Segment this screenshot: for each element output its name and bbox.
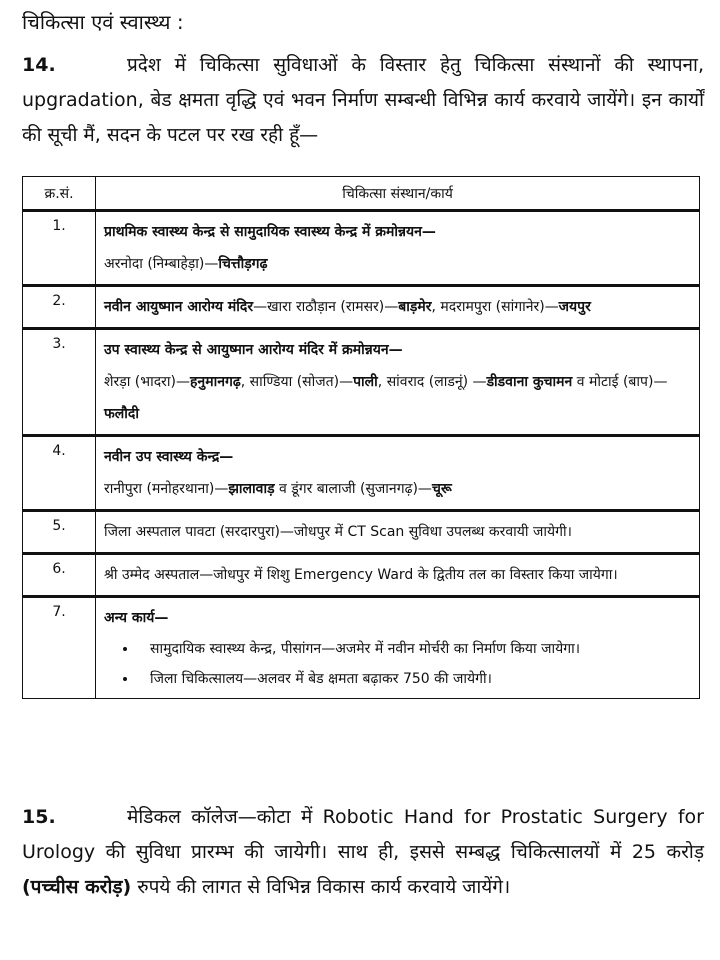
row-text: —खारा राठौड़ान (रामसर)— (253, 299, 399, 315)
table-row (23, 329, 700, 436)
row-title: प्राथमिक स्वास्थ्य केन्द्र से सामुदायिक स्वास्थ्य केन्द्र में क्रमोन्नयन— (104, 224, 436, 240)
row-content (96, 597, 700, 699)
table-header-row (23, 177, 700, 211)
row-text: अरनोदा (निम्बाहेड़ा)— (104, 256, 219, 272)
row-content (96, 286, 700, 329)
row-number: 1. (23, 211, 96, 286)
row-number: 2. (23, 286, 96, 329)
column-header-institution: चिकित्सा संस्थान/कार्य (96, 177, 700, 211)
row-number: 4. (23, 436, 96, 511)
table-row (23, 554, 700, 597)
paragraph-text: मेडिकल कॉलेज—कोटा में Robotic Hand for Prostatic Surgery for Urology की सुविधा प्रारम्भ की जायेगी। साथ ही, इससे सम्बद्ध चिकित्सालयों में 25 करोड़ (22, 806, 704, 863)
district-name: जयपुर (558, 299, 591, 315)
row-title: नवीन उप स्वास्थ्य केन्द्र— (104, 449, 234, 465)
district-name: हनुमानगढ़ (190, 374, 241, 390)
row-text: शेरड़ा (भादरा)— (104, 374, 190, 390)
list-item: • सामुदायिक स्वास्थ्य केन्द्र, पीसांगन—अजमेर में नवीन मोर्चरी का निर्माण किया जायेगा। (138, 634, 693, 664)
table-row (23, 597, 700, 699)
row-number: 7. (23, 597, 96, 699)
district-name: चूरू (431, 481, 452, 497)
row-content: जिला अस्पताल पावटा (सरदारपुरा)—जोधपुर में CT Scan सुविधा उपलब्ध करवायी जायेगी। (96, 511, 700, 554)
row-text: , सांवराद (लाडनूं) — (377, 374, 487, 390)
row-text: रानीपुरा (मनोहरथाना)— (104, 481, 229, 497)
paragraph-number: 14. (22, 54, 56, 76)
paragraph-number: 15. (22, 806, 56, 828)
row-text: , साण्डिया (सोजत)— (240, 374, 354, 390)
table-row (23, 511, 700, 554)
row-number: 3. (23, 329, 96, 436)
paragraph-15 (22, 800, 704, 905)
row-content: श्री उम्मेद अस्पताल—जोधपुर में शिशु Emergency Ward के द्वितीय तल का विस्तार किया जायेगा। (96, 554, 700, 597)
paragraph-text: प्रदेश में चिकित्सा सुविधाओं के विस्तार हेतु चिकित्सा संस्थानों की स्थापना, upgradation, बेड क्षमता वृद्धि एवं भवन निर्माण सम्बन्धी विभिन्न कार्य करवाये जायेंगे। इन कार्यों की सूची मैं, सदन के पटल पर रख रही हूँ— (22, 54, 704, 146)
row-content (96, 436, 700, 511)
row-content (96, 329, 700, 436)
district-name: फलौदी (104, 406, 139, 422)
table-row (23, 286, 700, 329)
list-item: • जिला चिकित्सालय—अलवर में बेड क्षमता बढ़ाकर 750 की जायेगी। (138, 664, 693, 694)
district-name: पाली (353, 374, 378, 390)
row-text: व मोटाई (बाप)— (572, 374, 668, 390)
row-title: नवीन आयुष्मान आरोग्य मंदिर (104, 299, 254, 315)
row-content (96, 211, 700, 286)
bullet-list (104, 634, 693, 694)
paragraph-14 (22, 48, 704, 153)
medical-works-table (22, 176, 700, 699)
row-title: उप स्वास्थ्य केन्द्र से आयुष्मान आरोग्य मंदिर में क्रमोन्नयन— (104, 342, 403, 358)
row-number: 6. (23, 554, 96, 597)
column-header-sno: क्र.सं. (23, 177, 96, 211)
section-title: चिकित्सा एवं स्वास्थ्य : (22, 10, 184, 34)
table-row (23, 436, 700, 511)
row-title: अन्य कार्य— (104, 610, 169, 626)
district-name: चित्तौड़गढ़ (218, 256, 268, 272)
district-name: बाड़मेर (398, 299, 432, 315)
table-row (23, 211, 700, 286)
district-name: झालावाड़ (228, 481, 275, 497)
row-text: , मदरामपुरा (सांगानेर)— (431, 299, 559, 315)
district-name: डीडवाना कुचामन (486, 374, 573, 390)
row-number: 5. (23, 511, 96, 554)
row-text: व डूंगर बालाजी (सुजानगढ़)— (274, 481, 432, 497)
paragraph-text: रुपये की लागत से विभिन्न विकास कार्य करवाये जायेंगे। (131, 876, 511, 898)
amount-in-words: (पच्चीस करोड़) (22, 876, 132, 898)
